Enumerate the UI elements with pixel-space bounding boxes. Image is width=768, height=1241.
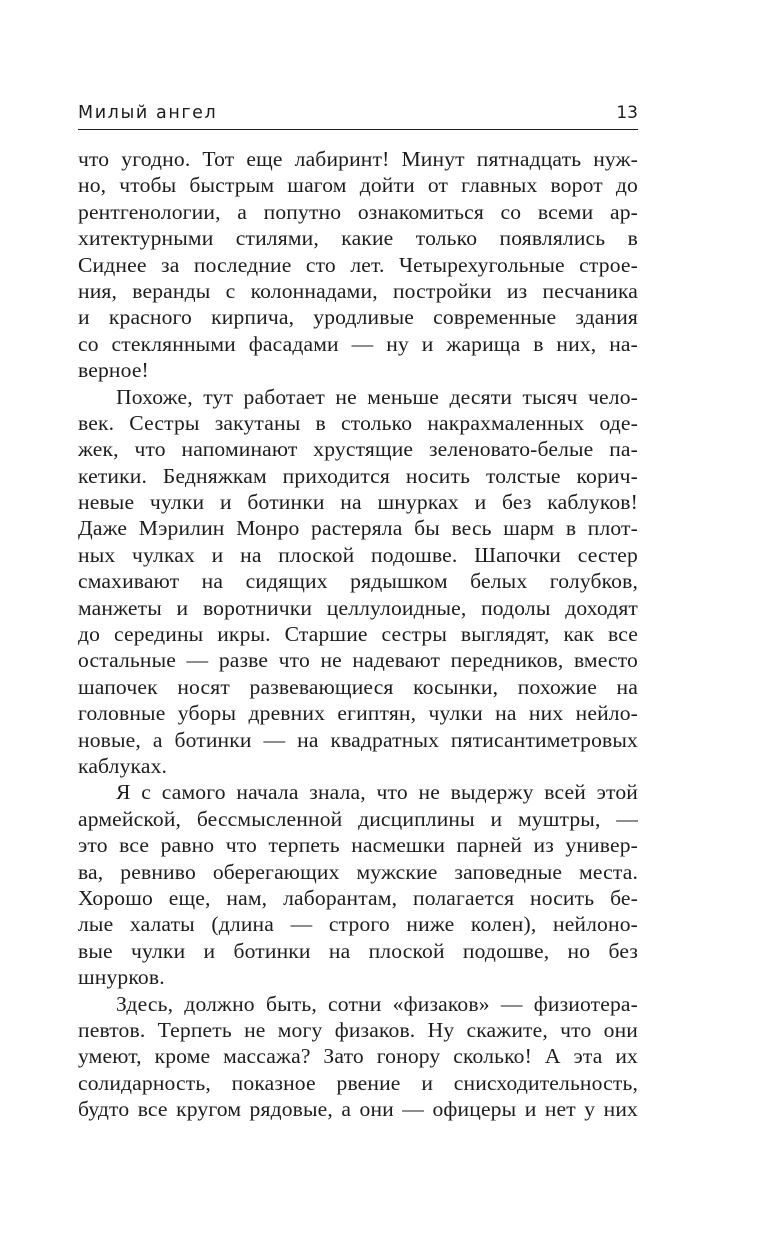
text-line: ва, ревниво оберегающих мужские заповедные места. — [78, 859, 638, 884]
running-header — [78, 102, 638, 130]
page-number: 13 — [616, 103, 638, 123]
text-line: манжеты и воротнички целлулоидные, подолы доходят — [78, 595, 638, 620]
text-line: это все равно что терпеть насмешки парней из универ- — [78, 833, 638, 858]
text-line: кетики. Бедняжкам приходится носить толстые корич- — [78, 463, 638, 488]
body-text — [78, 146, 638, 1122]
text-line: Хорошо еще, нам, лаборантам, полагается носить бе- — [78, 885, 638, 910]
text-line: Я с самого начала знала, что не выдержу всей этой — [116, 780, 638, 805]
text-line: ния, веранды с колоннадами, постройки из песчаника — [78, 278, 638, 303]
text-line: со стеклянными фасадами — ну и жарища в них, на- — [78, 331, 638, 356]
text-line: и красного кирпича, уродливые современные здания — [78, 305, 638, 330]
text-line: остальные — разве что не надевают передников, вместо — [78, 648, 638, 673]
text-line: каблуках. — [78, 753, 168, 778]
text-line: смахивают на сидящих рядышком белых голубков, — [78, 569, 638, 594]
text-line: головные уборы древних египтян, чулки на них нейло- — [78, 701, 638, 726]
book-title: Милый ангел — [78, 103, 218, 123]
text-line: век. Сестры закутаны в столько накрахмаленных оде- — [78, 410, 638, 435]
text-line: умеют, кроме массажа? Зато гонору сколько! А эта их — [78, 1044, 638, 1069]
text-line: певтов. Терпеть не могу физаков. Ну скажите, что они — [78, 1017, 638, 1042]
paragraph — [78, 779, 638, 990]
text-line: что угодно. Тот еще лабиринт! Минут пятнадцать нуж- — [78, 147, 638, 171]
text-line: шнурков. — [78, 965, 165, 990]
text-line: хитектурными стилями, какие только появлялись в — [78, 226, 638, 251]
text-line: лые халаты (длина — строго ниже колен), нейлоно- — [78, 912, 638, 937]
book-page — [78, 102, 638, 1122]
text-line: ных чулках и на плоской подошве. Шапочки сестер — [78, 542, 638, 567]
text-line: вые чулки и ботинки на плоской подошве, но без — [78, 938, 638, 963]
text-line: Похоже, тут работает не меньше десяти тысяч чело- — [116, 384, 638, 409]
text-line: рентгенологии, а попутно ознакомиться со всеми ар- — [78, 199, 638, 224]
text-line: но, чтобы быстрым шагом дойти от главных ворот до — [78, 173, 638, 198]
paragraph — [78, 146, 638, 384]
text-line: Сиднее за последние сто лет. Четырехугольные строе- — [78, 252, 638, 277]
text-line: верное! — [78, 358, 149, 383]
text-line: Даже Мэрилин Монро растеряла бы весь шарм в плот- — [78, 516, 638, 541]
text-line: армейской, бессмысленной дисциплины и муштры, — — [78, 806, 638, 831]
paragraph — [78, 991, 638, 1123]
text-line: невые чулки и ботинки на шнурках и без каблуков! — [78, 490, 638, 515]
text-line: новые, а ботинки — на квадратных пятисантиметровых — [78, 727, 638, 752]
text-line: солидарность, показное рвение и снисходительность, — [78, 1070, 638, 1095]
paragraph — [78, 384, 638, 780]
text-line: шапочек носят развевающиеся косынки, похожие на — [78, 674, 638, 699]
text-line: Здесь, должно быть, сотни «физаков» — физиотера- — [116, 991, 638, 1016]
text-line: до середины икры. Старшие сестры выглядят, как все — [78, 622, 638, 647]
text-line: будто все кругом рядовые, а они — офицеры и нет у них — [78, 1097, 638, 1122]
text-line: жек, что напоминают хрустящие зеленовато-белые па- — [78, 437, 638, 462]
